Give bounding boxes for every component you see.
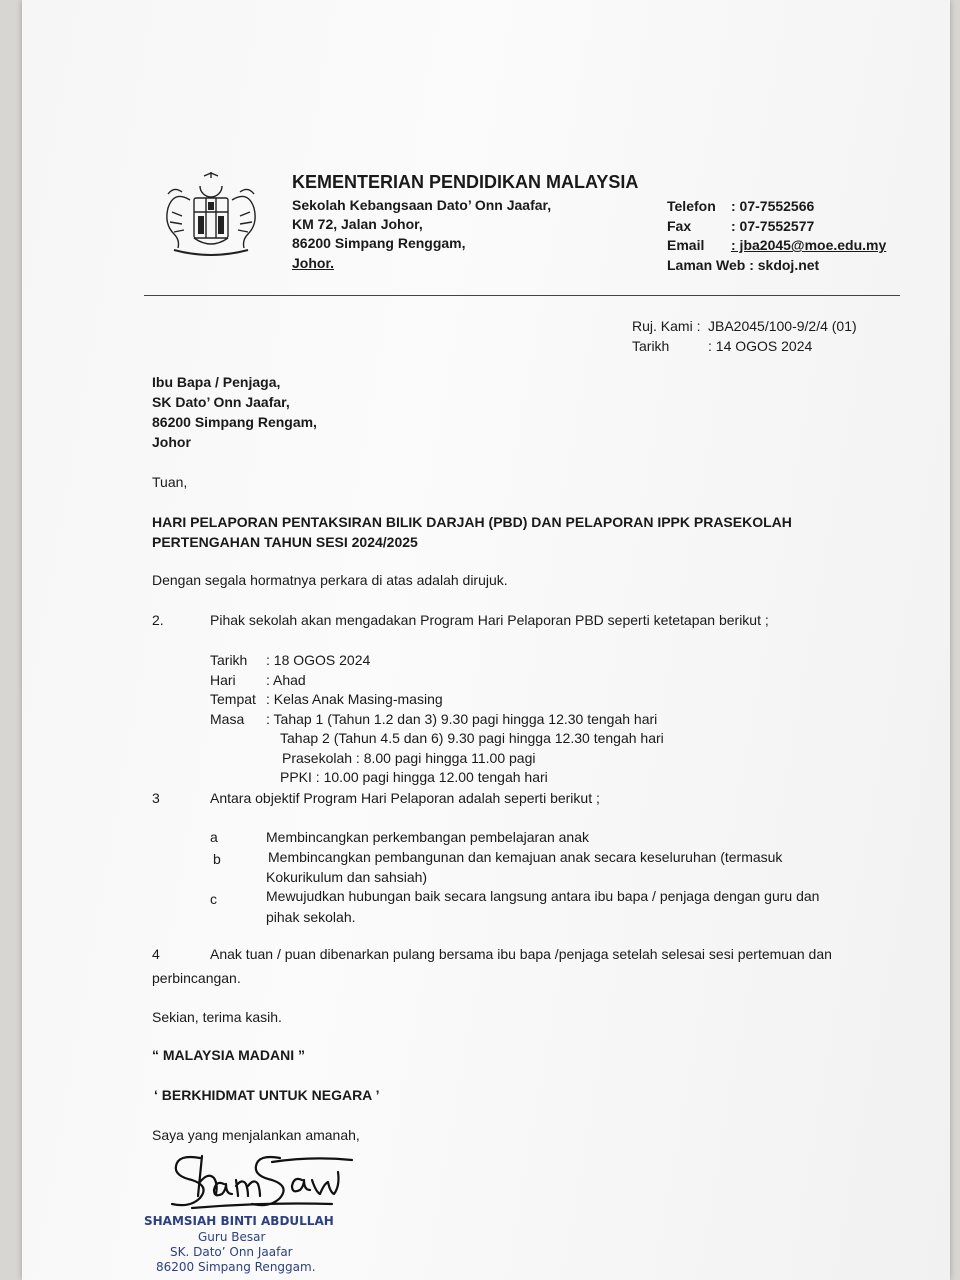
para2-number: 2. (152, 612, 164, 628)
letter-page (22, 0, 950, 1280)
handwritten-signature (162, 1150, 362, 1212)
recipient-line-1: Ibu Bapa / Penjaga, (152, 374, 281, 390)
objective-b-text-line-1: Membincangkan pembangunan dan kemajuan anak secara keseluruhan (termasuk (268, 849, 783, 865)
motto-berkhidmat: ‘ BERKHIDMAT UNTUK NEGARA ’ (154, 1087, 380, 1103)
para4-number: 4 (152, 946, 160, 962)
detail-time-ppki: PPKI : 10.00 pagi hingga 12.00 tengah hari (280, 769, 548, 785)
subject-line-2: PERTENGAHAN TAHUN SESI 2024/2025 (152, 534, 418, 550)
subject-line-1: HARI PELAPORAN PENTAKSIRAN BILIK DARJAH (PBD) DAN PELAPORAN IPPK PRASEKOLAH (152, 514, 792, 530)
letter-date: Tarikh : 14 OGOS 2024 (632, 338, 813, 354)
detail-time-tahap2: Tahap 2 (Tahun 4.5 dan 6) 9.30 pagi hingga 12.30 tengah hari (280, 730, 664, 746)
recipient-line-3: 86200 Simpang Rengam, (152, 414, 317, 430)
motto-malaysia-madani: “ MALAYSIA MADANI ” (152, 1047, 305, 1063)
objective-c-letter: c (210, 891, 217, 907)
para4-text-line-2: perbincangan. (152, 970, 241, 986)
school-address-line-3: 86200 Simpang Renggam, (292, 235, 466, 251)
objective-b-letter: b (213, 851, 221, 867)
detail-day: Hari : Ahad (210, 672, 306, 688)
contact-website: Laman Web : skdoj.net (667, 257, 820, 273)
para2-text: Pihak sekolah akan mengadakan Program Hari Pelaporan PBD seperti ketetapan berikut ; (210, 612, 769, 628)
recipient-line-4: Johor (152, 434, 191, 450)
ministry-name: KEMENTERIAN PENDIDIKAN MALAYSIA (292, 172, 639, 192)
objective-b-text-line-2: Kokurikulum dan sahsiah) (266, 869, 428, 885)
school-address-line-4: Johor. (292, 255, 335, 271)
closing-text: Sekian, terima kasih. (152, 1009, 282, 1025)
signatory-name: SHAMSIAH BINTI ABDULLAH (144, 1214, 334, 1228)
school-address-line-2: KM 72, Jalan Johor, (292, 216, 423, 232)
school-address-line-1: Sekolah Kebangsaan Dato’ Onn Jaafar, (292, 197, 552, 213)
recipient-line-2: SK Dato’ Onn Jaafar, (152, 394, 290, 410)
objective-a-letter: a (210, 829, 218, 845)
objective-a-text: Membincangkan perkembangan pembelajaran anak (266, 829, 589, 845)
reference-number: Ruj. Kami : JBA2045/100-9/2/4 (01) (632, 318, 857, 334)
trust-text: Saya yang menjalankan amanah, (152, 1127, 360, 1143)
objective-c-text-line-1: Mewujudkan hubungan baik secara langsung antara ibu bapa / penjaga dengan guru dan (266, 888, 820, 904)
signatory-school: SK. Dato’ Onn Jaafar (170, 1245, 293, 1259)
contact-email: Email : jba2045@moe.edu.my (667, 237, 887, 253)
detail-time-prasekolah: Prasekolah : 8.00 pagi hingga 11.00 pagi (282, 750, 536, 766)
malaysia-coat-of-arms-icon (160, 172, 262, 260)
letterhead-divider (144, 295, 900, 296)
detail-time: Masa : Tahap 1 (Tahun 1.2 dan 3) 9.30 pagi hingga 12.30 tengah hari (210, 711, 658, 727)
signatory-title: Guru Besar (198, 1230, 266, 1244)
para3-number: 3 (152, 790, 160, 806)
contact-fax: Fax : 07-7552577 (667, 218, 815, 234)
contact-phone: Telefon : 07-7552566 (667, 198, 815, 214)
intro-text: Dengan segala hormatnya perkara di atas adalah dirujuk. (152, 572, 508, 588)
objective-c-text-line-2: pihak sekolah. (266, 909, 356, 925)
para4-text-line-1: Anak tuan / puan dibenarkan pulang bersama ibu bapa /penjaga setelah selesai sesi pertemuan dan (210, 946, 832, 962)
signatory-place: 86200 Simpang Renggam. (156, 1260, 316, 1274)
detail-date: Tarikh : 18 OGOS 2024 (210, 652, 371, 668)
detail-place: Tempat : Kelas Anak Masing-masing (210, 691, 443, 707)
salutation: Tuan, (152, 474, 188, 490)
para3-text: Antara objektif Program Hari Pelaporan adalah seperti berikut ; (210, 790, 600, 806)
